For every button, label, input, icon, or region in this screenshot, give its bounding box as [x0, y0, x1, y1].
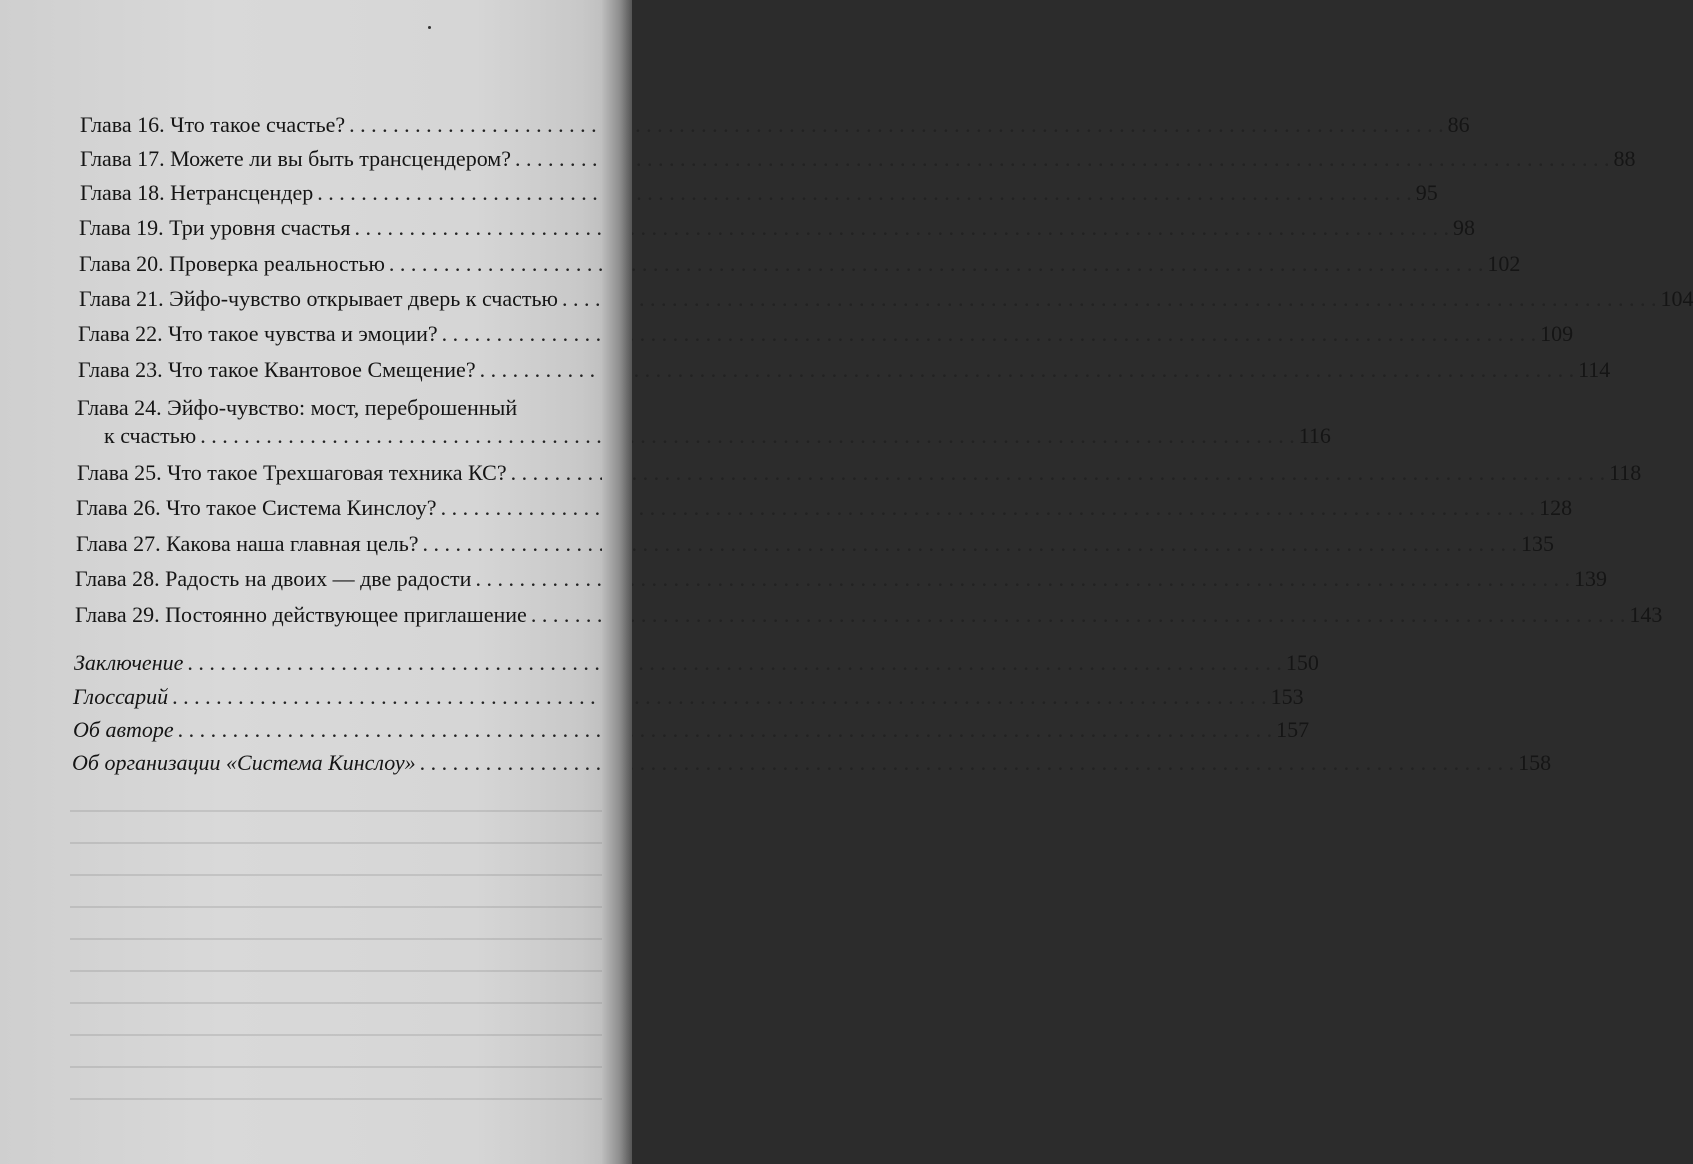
dot-leader: [480, 357, 1575, 383]
page-edge-shadow: [602, 0, 632, 1164]
toc-entry-page: 86: [1447, 112, 1470, 137]
toc-entry-title: Глоссарий: [73, 684, 169, 709]
toc-entry-page: 128: [1539, 495, 1573, 520]
toc-entry-page: 98: [1453, 215, 1476, 240]
toc-entry-title: Глава 18. Нетрансцендер: [80, 180, 314, 205]
dot-leader: [515, 146, 1610, 172]
dot-leader: [349, 112, 1444, 138]
page-mark: [428, 26, 431, 29]
dot-leader: [200, 423, 1295, 449]
dot-leader: [531, 602, 1626, 628]
toc-entry: [79, 215, 1476, 241]
toc-entry-page: 158: [1518, 750, 1552, 775]
toc-entry: [104, 423, 1331, 449]
toc-entry-title: Глава 16. Что такое счастье?: [80, 112, 346, 137]
dot-leader: [423, 531, 1518, 557]
toc-entry-title: Глава 21. Эйфо-чувство открывает дверь к счастью: [79, 286, 558, 311]
toc-entry: [75, 566, 1607, 592]
toc-entry: [77, 460, 1642, 486]
dot-leader: [475, 566, 1570, 592]
toc-entry: [78, 321, 1574, 347]
toc-entry-title: Об авторе: [73, 717, 174, 742]
toc-entry: [73, 717, 1310, 743]
toc-entry: [80, 180, 1438, 206]
toc-entry-page: 95: [1415, 180, 1438, 205]
toc-entry-page: 143: [1629, 602, 1663, 627]
toc-entry: [79, 286, 1693, 312]
toc-entry: [74, 650, 1319, 676]
toc-entry-title: Глава 23. Что такое Квантовое Смещение?: [78, 357, 476, 382]
toc-entry-page: 157: [1276, 717, 1310, 742]
toc-entry-title: Глава 26. Что такое Система Кинслоу?: [76, 495, 437, 520]
toc-entry-page: 135: [1521, 531, 1555, 556]
toc-entry: [75, 602, 1663, 628]
toc-entry: [73, 684, 1304, 710]
toc-entry-title: Глава 25. Что такое Трехшаговая техника КС?: [77, 460, 507, 485]
bleed-through-text: [70, 780, 610, 1140]
toc-entry-page: 102: [1487, 251, 1521, 276]
toc-entry-title: Глава 28. Радость на двоих — две радости: [75, 566, 472, 591]
toc-entry-page: 153: [1270, 684, 1304, 709]
toc-entry-page: 104: [1660, 286, 1693, 311]
toc-entry-title: Глава 19. Три уровня счастья: [79, 215, 351, 240]
toc-entry: [78, 357, 1611, 383]
toc-entry: [80, 112, 1470, 138]
toc-entry-title: Об организации «Система Кинслоу»: [72, 750, 416, 775]
dot-leader: [172, 684, 1267, 710]
dot-leader: [317, 180, 1412, 206]
dot-leader: [178, 717, 1273, 743]
toc-entry: [76, 531, 1555, 557]
toc-entry-page: 109: [1540, 321, 1574, 346]
dot-leader: [562, 286, 1657, 312]
toc-entry-page: 114: [1578, 357, 1611, 382]
toc-entry-title: Глава 17. Можете ли вы быть трансцендером?: [80, 146, 511, 171]
toc-entry: [79, 251, 1521, 277]
toc-entry: [76, 495, 1573, 521]
toc-entry: [72, 750, 1552, 776]
dot-leader: [187, 650, 1282, 676]
dot-leader: [511, 460, 1606, 486]
toc-entry-page: 150: [1285, 650, 1319, 675]
toc-entry-page: 118: [1609, 460, 1642, 485]
toc-entry-title: Глава 20. Проверка реальностью: [79, 251, 385, 276]
toc-entry-page: 88: [1613, 146, 1636, 171]
dot-leader: [420, 750, 1515, 776]
toc-entry-title: Заключение: [74, 650, 184, 675]
toc-entry-page: 116: [1298, 423, 1331, 448]
toc-entry-title-line1: Глава 24. Эйфо-чувство: мост, переброшенный: [77, 395, 518, 420]
toc-entry-title: Глава 29. Постоянно действующее приглашение: [75, 602, 527, 627]
dot-leader: [389, 251, 1484, 277]
toc-entry-title: Глава 22. Что такое чувства и эмоции?: [78, 321, 438, 346]
toc-entry-title-line2: к счастью: [104, 423, 197, 448]
toc-entry-title: Глава 27. Какова наша главная цель?: [76, 531, 419, 556]
toc-entry-page: 139: [1573, 566, 1607, 591]
toc-entry: [80, 146, 1636, 172]
dot-leader: [355, 215, 1450, 241]
